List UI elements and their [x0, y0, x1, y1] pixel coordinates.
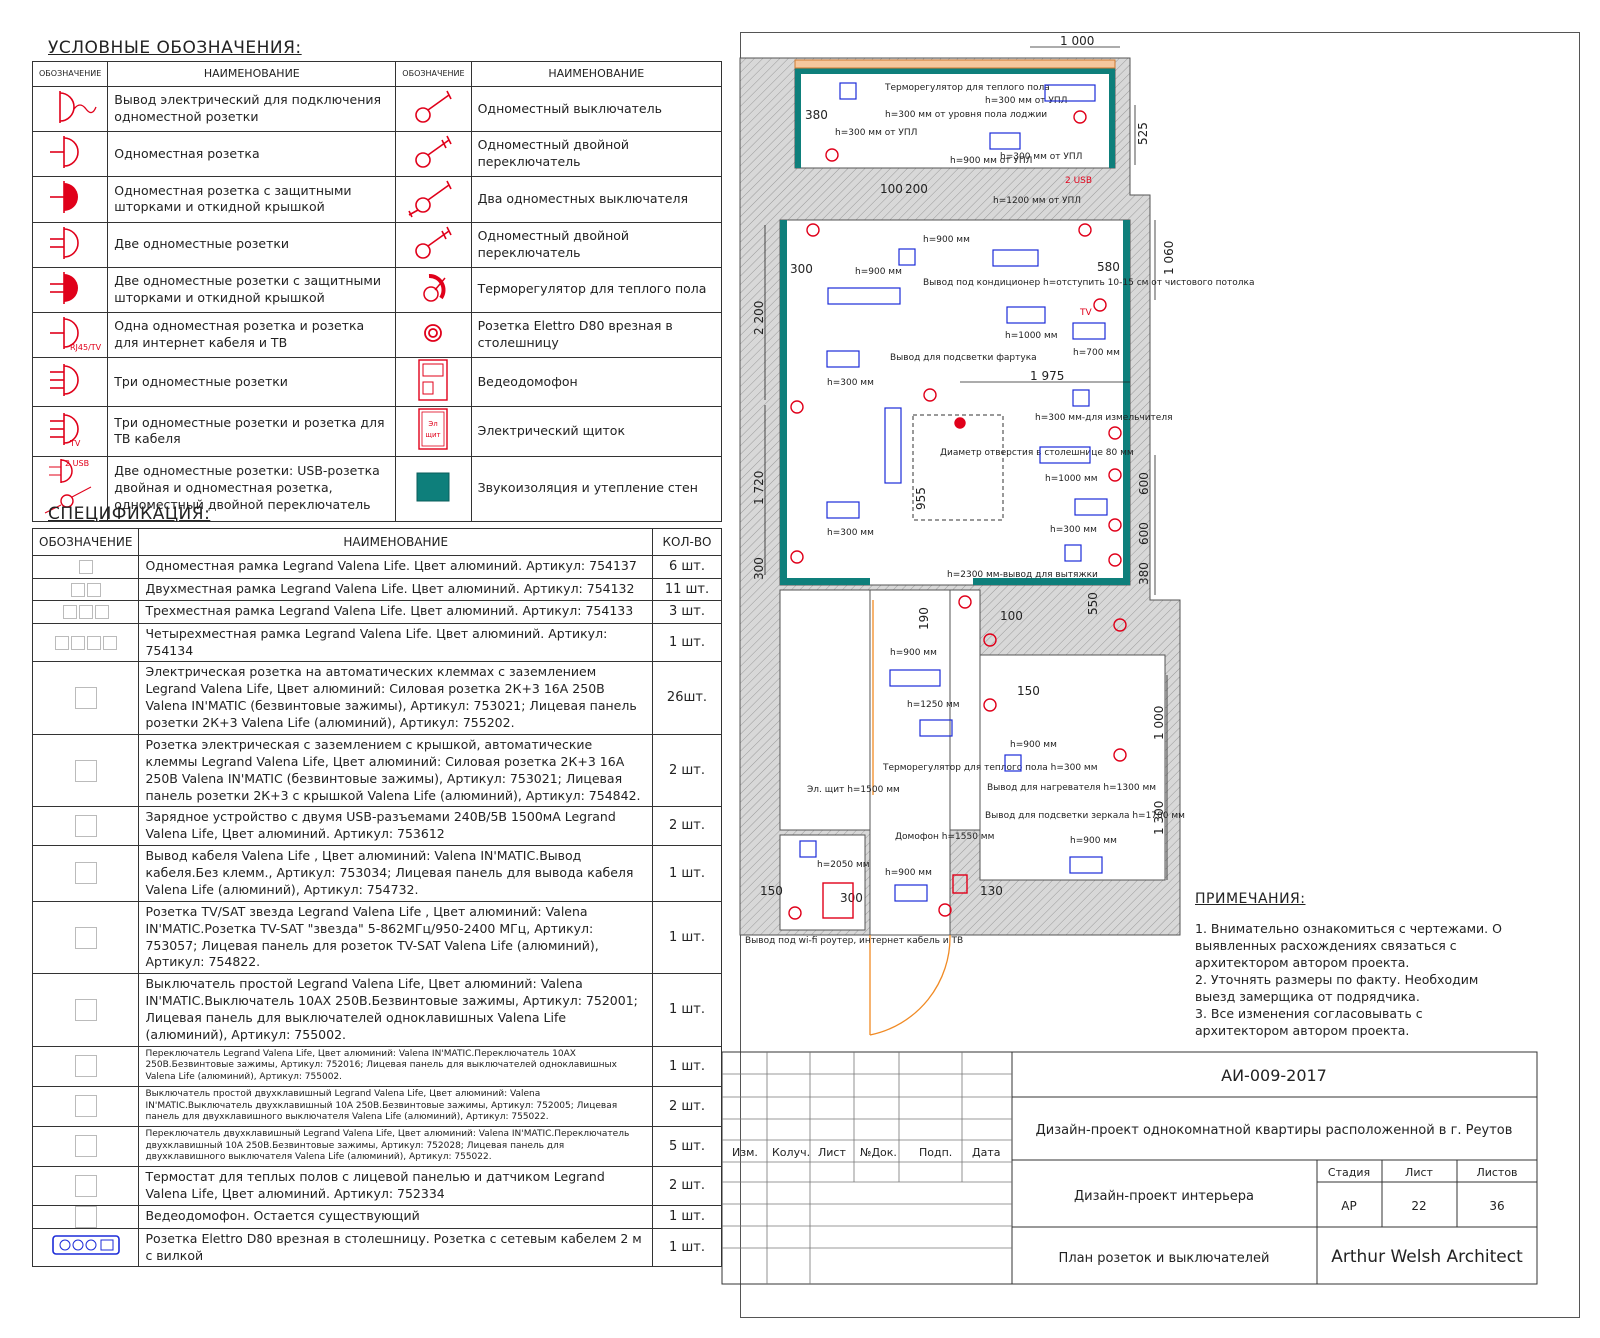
spec-name: Четырехместная рамка Legrand Valena Life. Цвет алюминий. Артикул: 754134: [139, 623, 653, 662]
tb-col: Дата: [972, 1146, 1001, 1159]
label: Вывод под wi-fi роутер, интернет кабель и ТВ: [745, 936, 964, 946]
tb-stage-label: Стадия: [1327, 1166, 1371, 1179]
svg-text:щит: щит: [425, 431, 442, 440]
legend-label: Вывод электрический для подключения одноместной розетки: [108, 87, 396, 132]
legend-label: Одноместная розетка с защитными шторками и откидной крышкой: [108, 177, 396, 222]
notes-heading: ПРИМЕЧАНИЯ:: [1195, 891, 1306, 907]
spec-row: [33, 901, 722, 974]
dim-text: 130: [980, 884, 1003, 898]
spec-item-icon: [33, 556, 139, 579]
label: h=700 мм: [1073, 348, 1120, 358]
legend-row: [33, 222, 722, 267]
label: h=900 мм от УПЛ: [950, 156, 1033, 166]
label: h=1250 мм: [907, 700, 960, 710]
spec-qty: 2 шт.: [653, 1086, 722, 1126]
spec-row: [33, 1046, 722, 1086]
intercom-icon: [396, 358, 471, 407]
notes-list: [1195, 920, 1515, 1039]
spec-item-icon: [33, 662, 139, 735]
dim-text: 1 300: [1152, 800, 1166, 835]
insulation-band: [780, 578, 870, 585]
spec-item-icon: [33, 1086, 139, 1126]
double-toggle-switch-icon: [396, 132, 471, 177]
label: h=900 мм: [1070, 836, 1117, 846]
spec-name: Выключатель простой Legrand Valena Life, Цвет алюминий: Valena IN'MATIC.Выключатель 10АХ 250В.Безвинтовые зажимы, Артикул: 752001; Лицевая панель для выключателей одноклавишных Valena Life (алюминий), Артикул: 755002.: [139, 974, 653, 1047]
label: h=300 мм: [827, 528, 874, 538]
spec-name: Трехместная рамка Legrand Valena Life. Цвет алюминий. Артикул: 754133: [139, 601, 653, 624]
spec-item-icon: [33, 578, 139, 601]
spec-qty: 1 шт.: [653, 1046, 722, 1086]
label: h=300 мм от УПЛ: [1000, 152, 1083, 162]
tb-architect: Arthur Welsh Architect: [1331, 1247, 1523, 1267]
tb-code: АИ-009-2017: [1221, 1066, 1327, 1085]
tb-sheets-label: Листов: [1476, 1166, 1518, 1179]
spec-name: Ведеодомофон. Остается существующий: [139, 1205, 653, 1228]
spec-item-icon: [33, 601, 139, 624]
single-outlet-output-icon: [33, 87, 108, 132]
spec-name: Двухместная рамка Legrand Valena Life. Цвет алюминий. Артикул: 754132: [139, 578, 653, 601]
electrical-panel-icon: [396, 407, 471, 456]
label: h=900 мм: [923, 235, 970, 245]
spec-item-icon: [33, 1205, 139, 1228]
dim-text: 300: [840, 891, 863, 905]
label: Домофон h=1550 мм: [895, 832, 995, 842]
triple-outlet-icon: [33, 358, 108, 407]
dim-text: 190: [917, 607, 931, 630]
spec-item-icon: [33, 1126, 139, 1166]
label: Эл. щит h=1500 мм: [807, 785, 900, 795]
spec-qty: 11 шт.: [653, 578, 722, 601]
tb-project: Дизайн-проект однокомнатной квартиры расположенной в г. Реутов: [1035, 1123, 1513, 1138]
spec-qty: 6 шт.: [653, 556, 722, 579]
dim-text: 380: [1137, 562, 1151, 585]
legend-label: Одноместный выключатель: [471, 87, 721, 132]
legend-label: Звукоизоляция и утепление стен: [471, 456, 721, 521]
spec-qty: 1 шт.: [653, 901, 722, 974]
dim-text: 1 000: [1152, 705, 1166, 740]
legend-label: Терморегулятор для теплого пола: [471, 267, 721, 312]
tb-sheet-value: 22: [1411, 1199, 1427, 1213]
tb-col: Изм.: [732, 1146, 758, 1159]
spec-row: [33, 1086, 722, 1126]
spec-row: [33, 1126, 722, 1166]
spec-item-icon: [33, 974, 139, 1047]
label: h=1000 мм: [1005, 331, 1058, 341]
double-protected-outlet-icon: [33, 267, 108, 312]
spec-name: Электрическая розетка на автоматических клеммах с заземлением Legrand Valena Life, Цвет алюминий: Силовая розетка 2К+3 16А 250В Valena IN'MATIC (безвинтовые зажимы), Артикул: 753021; Лицевая панель розетки 2К+3 Valena Life (алюминий), Артикул: 755202.: [139, 662, 653, 735]
spec-row: [33, 662, 722, 735]
outlet-marker: [955, 418, 965, 428]
insulation-band: [1109, 68, 1115, 168]
spec-col-symbol: ОБОЗНАЧЕНИЕ: [33, 529, 139, 556]
spec-col-name: НАИМЕНОВАНИЕ: [139, 529, 653, 556]
legend-row: [33, 87, 722, 132]
dim-text: 1 720: [752, 470, 766, 505]
dim-text: 525: [1136, 122, 1150, 145]
dim-text: 1 000: [1060, 34, 1095, 48]
double-outlet-icon: [33, 222, 108, 267]
spec-row: [33, 578, 722, 601]
svg-text:Эл: Эл: [428, 420, 439, 429]
dim-text: 580: [1097, 260, 1120, 274]
legend-label: Одна одноместная розетка и розетка для интернет кабеля и ТВ: [108, 312, 396, 357]
spec-qty: 2 шт.: [653, 807, 722, 846]
insulation-band: [795, 68, 1115, 74]
spec-row: [33, 807, 722, 846]
spec-row: [33, 846, 722, 902]
spec-row: [33, 734, 722, 807]
spec-item-icon: [33, 846, 139, 902]
spec-name: Выключатель простой двухклавишный Legrand Valena Life, Цвет алюминий: Valena IN'MATIC.Выключатель двухклавишный 10А 250В.Безвинтовые зажимы, Артикул: 752005; Лицевая панель для двухклавишного выключателя Valena Life (алюминий), Артикул: 755022.: [139, 1086, 653, 1126]
legend-label: Розетка Elettro D80 врезная в столешницу: [471, 312, 721, 357]
legend-label: Две одноместные розетки: [108, 222, 396, 267]
spec-item-icon: [33, 1228, 139, 1267]
legend-label: Три одноместные розетки: [108, 358, 396, 407]
legend-col-name: НАИМЕНОВАНИЕ: [108, 62, 396, 87]
spec-item-icon: [33, 1046, 139, 1086]
dim-text: 600: [1137, 522, 1151, 545]
legend-row: [33, 358, 722, 407]
label: h=2300 мм-вывод для вытяжки: [947, 570, 1098, 580]
label: h=900 мм: [890, 648, 937, 658]
legend-row: [33, 132, 722, 177]
insulation-band: [780, 220, 787, 585]
label: TV: [1080, 308, 1092, 318]
dim-text: 150: [760, 884, 783, 898]
label: h=300 мм: [827, 378, 874, 388]
legend-label: Одноместный двойной переключатель: [471, 132, 721, 177]
dim-text: 150: [1017, 684, 1040, 698]
spec-col-qty: КОЛ-ВО: [653, 529, 722, 556]
countertop-socket-icon: [396, 312, 471, 357]
legend-row: [33, 312, 722, 357]
spec-row: [33, 556, 722, 579]
spec-row: [33, 1166, 722, 1205]
outlet-rj45-tv-icon: [33, 312, 108, 357]
legend-col-symbol-2: ОБОЗНАЧЕНИЕ: [396, 62, 471, 87]
dim-text: 300: [752, 557, 766, 580]
insulation-band: [1123, 220, 1130, 585]
note-item: 3. Все изменения согласовывать с архитектором автором проекта.: [1195, 1006, 1423, 1038]
label: h=300 мм: [1050, 525, 1097, 535]
legend-label: Одноместный двойной переключатель: [471, 222, 721, 267]
title-block: [722, 1052, 1582, 1286]
spec-qty: 1 шт.: [653, 846, 722, 902]
spec-qty: 26шт.: [653, 662, 722, 735]
label: h=1200 мм от УПЛ: [993, 196, 1082, 206]
double-toggle-switch-icon: [396, 222, 471, 267]
spec-name: Розетка TV/SAT звезда Legrand Valena Life , Цвет алюминий: Valena IN'MATIC.Розетка TV-SAT "звезда" 5-862МГц/950-2400 МГц, Артикул: 753057; Лицевая панель для розеток TV-SAT Valena Life (алюминий), Артикул: 754822.: [139, 901, 653, 974]
label: h=900 мм: [855, 267, 902, 277]
spec-heading: СПЕЦИФИКАЦИЯ:: [48, 504, 211, 524]
entry-door: [870, 935, 950, 1035]
legend-col-symbol: ОБОЗНАЧЕНИЕ: [33, 62, 108, 87]
label: h=300 мм от УПЛ: [985, 96, 1068, 106]
label: Вывод для подсветки зеркала h=1700 мм: [985, 811, 1185, 821]
label: h=300 мм от УПЛ: [835, 128, 918, 138]
label: h=1000 мм: [1045, 474, 1098, 484]
tb-stage-name: Дизайн-проект интерьера: [1073, 1189, 1255, 1204]
dim-text: 2 200: [752, 300, 766, 335]
insulation-band: [795, 68, 801, 168]
label: Диаметр отверстия в столешнице 80 мм: [940, 448, 1134, 458]
legend-label: Две одноместные розетки: USB-розетка двойная и одноместная розетка, одноместный двойной переключатель: [108, 456, 396, 521]
legend-label: Два одноместных выключателя: [471, 177, 721, 222]
two-switches-icon: [396, 177, 471, 222]
single-outlet-icon: [33, 132, 108, 177]
legend-row: [33, 407, 722, 456]
svg-text:2 USB: 2 USB: [65, 458, 90, 468]
tb-sheet-label: Лист: [1405, 1166, 1433, 1179]
spec-name: Вывод кабеля Valena Life , Цвет алюминий: Valena IN'MATIC.Вывод кабеля.Без клемм., Артикул: 753034; Лицевая панель для вывода кабеля Valena Life (алюминий), Артикул: 754732.: [139, 846, 653, 902]
label: Вывод для нагревателя h=1300 мм: [987, 783, 1157, 793]
dim-text: 100: [1000, 609, 1023, 623]
triple-outlet-tv-icon: [33, 407, 108, 456]
floor-thermostat-icon: [396, 267, 471, 312]
spec-qty: 5 шт.: [653, 1126, 722, 1166]
spec-name: Розетка электрическая с заземлением с крышкой, автоматические клеммы Legrand Valena Life, Цвет алюминий: Силовая розетка 2К+3 16А 250В Valena IN'MATIC (безвинтовые зажимы), Артикул: 753021; Лицевая панель розетки 2К+3 с крышкой Valena Life (алюминий), Артикул: 754842.: [139, 734, 653, 807]
spec-name: Переключатель двухклавишный Legrand Valena Life, Цвет алюминий: Valena IN'MATIC.Переключатель двухклавишный 10А 250В.Безвинтовые зажимы, Артикул: 752028; Лицевая панель для двухклавишного выключателя Valena Life (алюминий), Артикул: 755022.: [139, 1126, 653, 1166]
spec-qty: 1 шт.: [653, 974, 722, 1047]
legend-label: Ведеодомофон: [471, 358, 721, 407]
dim-text: 550: [1086, 592, 1100, 615]
legend-label: Три одноместные розетки и розетка для ТВ кабеля: [108, 407, 396, 456]
note-item: 1. Внимательно ознакомиться с чертежами. О выявленных расхождениях связаться с архитектором автором проекта.: [1195, 921, 1502, 970]
legend-row: [33, 267, 722, 312]
label: h=2050 мм: [817, 860, 870, 870]
spec-qty: 1 шт.: [653, 623, 722, 662]
tb-col: Лист: [818, 1146, 846, 1159]
dim-text: 200: [905, 182, 928, 196]
tb-stage-value: АР: [1341, 1199, 1357, 1213]
legend-row: [33, 177, 722, 222]
spec-row: [33, 601, 722, 624]
tb-col: №Док.: [860, 1146, 897, 1159]
svg-text:TV: TV: [70, 439, 81, 449]
spec-name: Термостат для теплых полов с лицевой панелью и датчиком Legrand Valena Life, Цвет алюминий. Артикул: 752334: [139, 1166, 653, 1205]
dim-text: 600: [1137, 472, 1151, 495]
spec-item-icon: [33, 807, 139, 846]
spec-item-icon: [33, 901, 139, 974]
spec-table: [32, 528, 722, 1267]
label: h=300 мм-для измельчителя: [1035, 413, 1173, 423]
spec-row: [33, 974, 722, 1047]
legend-heading: УСЛОВНЫЕ ОБОЗНАЧЕНИЯ:: [48, 38, 302, 58]
legend-table: [32, 61, 722, 522]
spec-name: Розетка Elettro D80 врезная в столешницу. Розетка с сетевым кабелем 2 м с вилкой: [139, 1228, 653, 1267]
protected-outlet-icon: [33, 177, 108, 222]
dim-text: 300: [790, 262, 813, 276]
dim-text: 380: [805, 108, 828, 122]
spec-name: Зарядное устройство с двумя USB-разъемами 240В/5В 1500мА Legrand Valena Life, Цвет алюминий. Артикул: 753612: [139, 807, 653, 846]
dim-text: 1 060: [1162, 240, 1176, 275]
spec-qty: 2 шт.: [653, 1166, 722, 1205]
spec-item-icon: [33, 623, 139, 662]
dim-text: 955: [914, 487, 928, 510]
legend-label: Две одноместные розетки с защитными шторками и откидной крышкой: [108, 267, 396, 312]
switch-icon: [396, 87, 471, 132]
label: h=900 мм: [1010, 740, 1057, 750]
label: Терморегулятор для теплого пола h=300 мм: [883, 763, 1098, 773]
label: h=300 мм от уровня пола лоджии: [885, 110, 1048, 120]
tb-sheets-value: 36: [1489, 1199, 1505, 1213]
label: 2 USB: [1065, 176, 1093, 186]
label: Вывод для подсветки фартука: [890, 353, 1037, 363]
spec-item-icon: [33, 1166, 139, 1205]
spec-item-icon: [33, 734, 139, 807]
dim-text: 1 975: [1030, 369, 1065, 383]
tb-col: Подп.: [919, 1146, 953, 1159]
spec-row: [33, 1205, 722, 1228]
legend-label: Одноместная розетка: [108, 132, 396, 177]
spec-qty: 2 шт.: [653, 734, 722, 807]
window-sill: [795, 60, 1115, 68]
legend-col-name-2: НАИМЕНОВАНИЕ: [471, 62, 721, 87]
spec-name: Одноместная рамка Legrand Valena Life. Цвет алюминий. Артикул: 754137: [139, 556, 653, 579]
spec-row: [33, 1228, 722, 1267]
spec-qty: 1 шт.: [653, 1228, 722, 1267]
dim-text: 100: [880, 182, 903, 196]
label: Вывод под кондиционер h=отступить 10-15 см от чистового потолка: [923, 278, 1255, 288]
spec-name: Переключатель Legrand Valena Life, Цвет алюминий: Valena IN'MATIC.Переключатель 10АХ 250В.Безвинтовые зажимы, Артикул: 752016; Лицевая панель для выключателей одноклавишных Valena Life (алюминий), Артикул: 755002.: [139, 1046, 653, 1086]
label: h=900 мм: [885, 868, 932, 878]
tb-sheet-title: План розеток и выключателей: [1058, 1251, 1270, 1266]
note-item: 2. Уточнять размеры по факту. Необходим выезд замерщика от подрядчика.: [1195, 972, 1479, 1004]
label: Терморегулятор для теплого пола: [885, 83, 1050, 93]
spec-qty: 1 шт.: [653, 1205, 722, 1228]
spec-row: [33, 623, 722, 662]
insulation-icon: [396, 456, 471, 521]
svg-text:RJ45/TV: RJ45/TV: [70, 342, 102, 352]
tb-col: Колуч.: [772, 1146, 811, 1159]
legend-label: Электрический щиток: [471, 407, 721, 456]
spec-qty: 3 шт.: [653, 601, 722, 624]
